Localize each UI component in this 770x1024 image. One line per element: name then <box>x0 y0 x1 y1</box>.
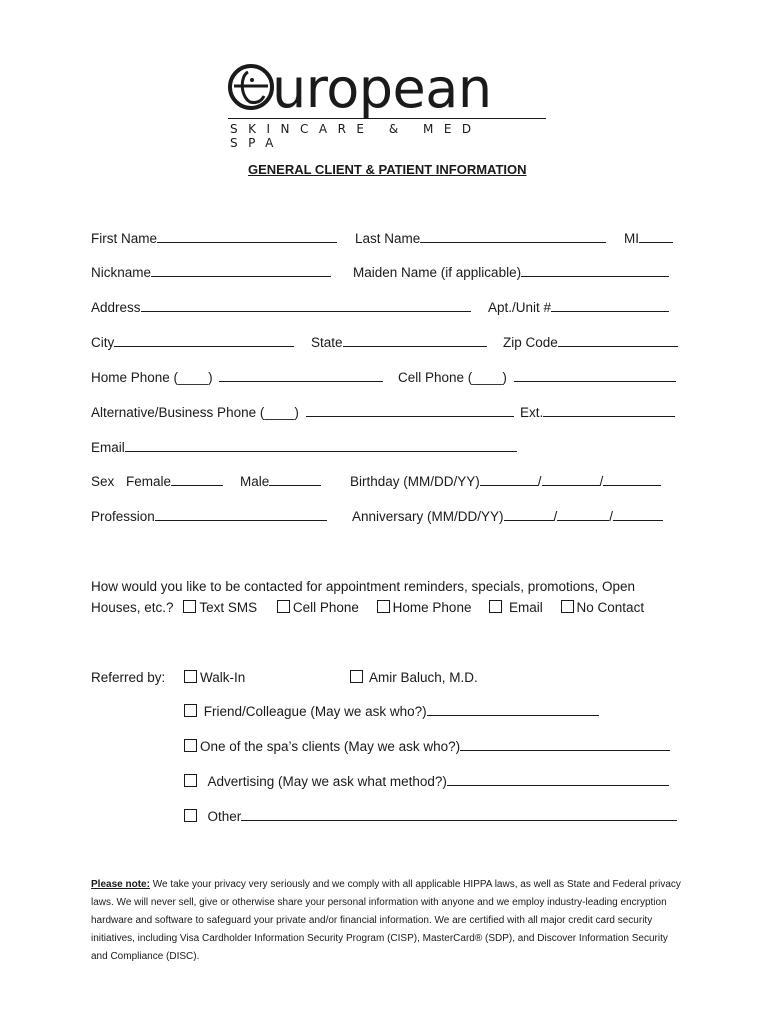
option-label: Text SMS <box>199 600 258 615</box>
other-label: Other <box>207 809 242 824</box>
logo-e-face-icon <box>228 62 274 112</box>
ext-label: Ext. <box>520 405 544 420</box>
referred-doctor[interactable] <box>350 670 478 685</box>
anniversary-label: Anniversary (MM/DD/YY) <box>352 509 504 524</box>
female-label: Female <box>126 474 172 489</box>
nickname-field[interactable] <box>91 265 331 280</box>
checkbox-icon[interactable] <box>184 809 197 822</box>
checkbox-icon[interactable] <box>184 739 197 752</box>
checkbox-icon[interactable] <box>561 600 574 613</box>
referred-walk-in[interactable] <box>184 670 245 685</box>
birthday-field[interactable] <box>350 474 661 489</box>
female-field[interactable] <box>126 474 223 489</box>
checkbox-icon[interactable] <box>350 670 363 683</box>
option-label: Email <box>509 600 543 615</box>
checkbox-icon[interactable] <box>489 600 502 613</box>
ext-field[interactable] <box>520 405 675 420</box>
email-label: Email <box>91 440 125 455</box>
profession-label: Profession <box>91 509 155 524</box>
contact-question-line1: How would you like to be contacted for appointment reminders, specials, promotions, Open <box>91 579 636 594</box>
doctor-label: Amir Baluch, M.D. <box>369 670 478 685</box>
contact-question-label: Houses, etc.? <box>91 600 174 615</box>
referred-by-label: Referred by: <box>91 670 166 685</box>
state-field[interactable] <box>311 335 487 350</box>
last-name-label: Last Name <box>355 231 421 246</box>
anniversary-slash-1: / <box>553 509 558 524</box>
last-name-field[interactable] <box>355 231 606 246</box>
home-phone-label: Home Phone (____) <box>91 370 213 385</box>
logo-wordmark: uropean <box>272 57 492 120</box>
maiden-name-label: Maiden Name (if applicable) <box>353 265 522 280</box>
option-label: Cell Phone <box>292 600 359 615</box>
first-name-label: First Name <box>91 231 158 246</box>
male-label: Male <box>240 474 270 489</box>
contact-question-line2 <box>91 600 644 615</box>
address-field[interactable] <box>91 300 471 315</box>
checkbox-icon[interactable] <box>277 600 290 613</box>
alt-phone-label: Alternative/Business Phone (____) <box>91 405 299 420</box>
form-title: GENERAL CLIENT & PATIENT INFORMATION <box>248 162 527 177</box>
logo-rule <box>228 118 546 119</box>
zip-code-field[interactable] <box>503 335 678 350</box>
client-label: One of the spa’s clients (May we ask who?) <box>200 739 461 754</box>
cell-phone-field[interactable] <box>398 370 676 385</box>
referred-client[interactable] <box>184 739 670 754</box>
checkbox-icon[interactable] <box>184 670 197 683</box>
birthday-slash-1: / <box>537 474 542 489</box>
contact-option-no-contact[interactable] <box>561 600 645 615</box>
city-label: City <box>91 335 115 350</box>
email-field[interactable] <box>91 440 517 455</box>
checkbox-icon[interactable] <box>184 774 197 787</box>
referred-other[interactable] <box>184 809 677 824</box>
nickname-label: Nickname <box>91 265 152 280</box>
zip-code-label: Zip Code <box>503 335 558 350</box>
maiden-name-field[interactable] <box>353 265 669 280</box>
walk-in-label: Walk-In <box>200 670 246 685</box>
sex-label: Sex <box>91 474 115 489</box>
option-label: No Contact <box>576 600 645 615</box>
contact-option-text-sms[interactable] <box>183 600 257 615</box>
referred-advertising[interactable] <box>184 774 669 789</box>
mi-label: MI <box>624 231 639 246</box>
profession-field[interactable] <box>91 509 327 524</box>
apt-label: Apt./Unit # <box>488 300 552 315</box>
referred-friend[interactable] <box>184 704 599 719</box>
checkbox-icon[interactable] <box>183 600 196 613</box>
contact-option-email[interactable] <box>489 600 543 615</box>
alt-phone-field[interactable] <box>91 405 514 420</box>
privacy-note <box>91 876 681 966</box>
anniversary-slash-2: / <box>609 509 614 524</box>
city-field[interactable] <box>91 335 294 350</box>
option-label: Home Phone <box>392 600 472 615</box>
privacy-note-label: Please note: <box>91 879 150 890</box>
first-name-field[interactable] <box>91 231 337 246</box>
checkbox-icon[interactable] <box>184 704 197 717</box>
apt-field[interactable] <box>488 300 669 315</box>
advertising-label: Advertising (May we ask what method?) <box>207 774 447 789</box>
logo <box>228 57 548 150</box>
birthday-label: Birthday (MM/DD/YY) <box>350 474 480 489</box>
mi-field[interactable] <box>624 231 673 246</box>
male-field[interactable] <box>240 474 321 489</box>
checkbox-icon[interactable] <box>377 600 390 613</box>
home-phone-field[interactable] <box>91 370 383 385</box>
friend-label: Friend/Colleague (May we ask who?) <box>203 704 427 719</box>
contact-option-cell-phone[interactable] <box>277 600 359 615</box>
contact-option-home-phone[interactable] <box>377 600 472 615</box>
state-label: State <box>311 335 343 350</box>
privacy-note-text: We take your privacy very seriously and we comply with all applicable HIPPA laws, as well as State and Federal privacy laws. We will never sell, give or otherwise share your personal information with anyone and we employ industry-leading encryption hardware and software to safeguard your private and/or financial information. We are certified with all major credit card security initiatives, including Visa Cardholder Information Security Program (CISP), MasterCard® (SDP), and Discover Information Security and Compliance (DISC). <box>91 879 681 962</box>
cell-phone-label: Cell Phone (____) <box>398 370 507 385</box>
anniversary-field[interactable] <box>352 509 663 524</box>
address-label: Address <box>91 300 141 315</box>
birthday-slash-2: / <box>599 474 604 489</box>
logo-tagline: SKINCARE & MED SPA <box>230 122 482 150</box>
